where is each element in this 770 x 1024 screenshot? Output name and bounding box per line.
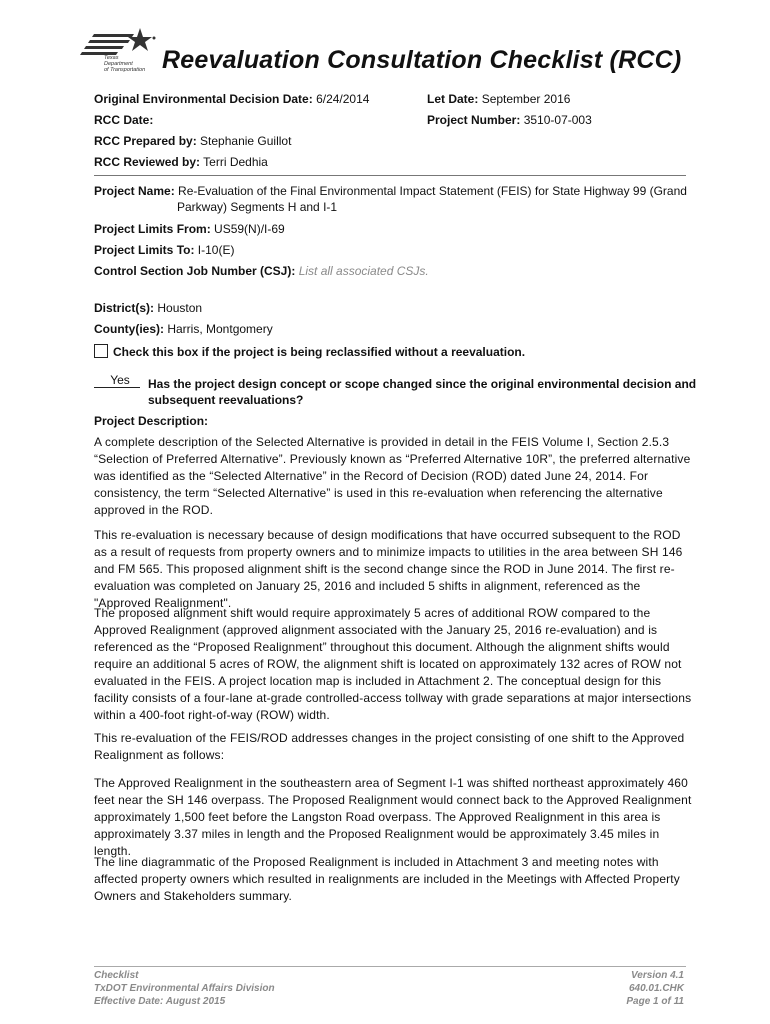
field-value: 3510-07-003	[523, 113, 592, 127]
footer-doc-type: Checklist	[94, 970, 139, 981]
scope-change-question: Has the project design concept or scope changed since the original environmental decision and	[148, 377, 697, 391]
project-name-continued: Parkway) Segments H and I-1	[177, 200, 338, 214]
scope-change-answer[interactable]: Yes	[94, 373, 140, 388]
logo-text-line: Department	[104, 61, 133, 67]
reclassify-checkbox-label: Check this box if the project is being reclassified without a reevaluation.	[113, 345, 526, 359]
field-label: RCC Prepared by:	[94, 134, 197, 148]
field-value: Houston	[157, 301, 203, 315]
field-label: Control Section Job Number (CSJ):	[94, 264, 296, 278]
project-number	[427, 113, 592, 128]
rcc-date	[94, 113, 153, 128]
districts	[94, 301, 202, 316]
field-value: Re-Evaluation of the Final Environmental Impact Statement (FEIS) for State Highway 99 (Grand	[178, 184, 687, 198]
description-paragraph	[94, 527, 694, 612]
project-description-heading: Project Description:	[94, 414, 209, 428]
paragraph-text: This re-evaluation is necessary because of design modifications that have occurred subsequent to the ROD as a result of requests from property owners and to minimize impacts to utilities in the area between SH 146 and FM 565. This proposed alignment shift is the second change since the ROD in June 2014. The first re-evaluation was completed on January 25, 2016 and included 5 shifts in alignment, referenced as the "Approved Realignment".	[94, 528, 683, 610]
description-paragraph	[94, 730, 694, 764]
paragraph-text: A complete description of the Selected Alternative is provided in detail in the FEIS Volume I, Section 2.5.3 “Selection of Preferred Alternative”. Previously known as “Preferred Alternative 10R”, the preferred alternative was identified as the “Selected Alternative” in the Record of Decision (ROD) dated June 24, 2014. For consistency, the term “Selected Alternative” is used in this re-evaluation when referencing the alternative approved in the ROD.	[94, 435, 691, 517]
field-label: Project Limits To:	[94, 243, 195, 257]
logo-text-line: Texas	[104, 55, 119, 61]
footer-form-number: 640.01.CHK	[628, 983, 684, 994]
field-label: Project Number:	[427, 113, 521, 127]
counties	[94, 322, 273, 337]
footer-page-number: Page 1 of 11	[626, 996, 684, 1007]
field-value: US59(N)/I-69	[214, 222, 285, 236]
description-paragraph	[94, 854, 694, 905]
description-paragraph	[94, 434, 694, 519]
field-label: Project Limits From:	[94, 222, 211, 236]
rcc-prepared-by	[94, 134, 291, 149]
footer-divider	[94, 966, 686, 967]
project-name	[94, 184, 687, 199]
field-label: Project Name:	[94, 184, 175, 198]
footer-left	[94, 969, 275, 1008]
rcc-reviewed-by	[94, 155, 268, 170]
section-divider	[94, 175, 686, 176]
original-decision-date	[94, 92, 369, 107]
description-paragraph	[94, 775, 694, 860]
field-label: Original Environmental Decision Date:	[94, 92, 313, 106]
field-label: RCC Reviewed by:	[94, 155, 201, 169]
control-section-job-number	[94, 264, 429, 279]
description-paragraph	[94, 605, 694, 724]
paragraph-text: The proposed alignment shift would require approximately 5 acres of additional ROW compared to the Approved Realignment (approved alignment associated with the January 25, 2016 re-evaluation) and is referenced as the “Proposed Realignment” throughout this document. Although the alignment shifts would require an additional 5 acres of ROW, the alignment shift is located on approximately 132 acres of ROW not evaluated in the FEIS. A project location map is included in Attachment 2. The conceptual design for this facility consists of a four-lane at-grade controlled-access tollway with grade separations at major intersections within a 400-foot right-of-way (ROW) width.	[94, 606, 692, 722]
field-value: September 2016	[481, 92, 571, 106]
field-label: Let Date:	[427, 92, 479, 106]
scope-change-question-continued: subsequent reevaluations?	[148, 393, 304, 407]
project-limits-from	[94, 222, 285, 237]
reclassify-checkbox[interactable]	[94, 344, 108, 358]
footer-right	[626, 969, 684, 1008]
field-value: Terri Dedhia	[203, 155, 268, 169]
page-title: Reevaluation Consultation Checklist (RCC)	[162, 46, 682, 74]
field-value: Stephanie Guillot	[200, 134, 292, 148]
csj-input[interactable]: List all associated CSJs.	[298, 264, 429, 278]
project-limits-to	[94, 243, 234, 258]
field-label: RCC Date:	[94, 113, 154, 127]
field-label: County(ies):	[94, 322, 164, 336]
paragraph-text: This re-evaluation of the FEIS/ROD addresses changes in the project consisting of one shift to the Approved Realignment as follows:	[94, 731, 685, 762]
txdot-logo	[74, 26, 158, 80]
footer-effective-date: Effective Date: August 2015	[94, 996, 226, 1007]
paragraph-text: The Approved Realignment in the southeastern area of Segment I-1 was shifted northeast approximately 460 feet near the SH 146 overpass. The Proposed Realignment would connect back to the Approved Realignment approximately 1,500 feet before the Langston Road overpass. The Approved Realignment in this area is approximately 3.37 miles in length and the Proposed Realignment would be approximately 3.45 miles in length.	[94, 776, 692, 858]
footer-version: Version 4.1	[631, 970, 684, 981]
field-value: Harris, Montgomery	[167, 322, 273, 336]
footer-division: TxDOT Environmental Affairs Division	[94, 983, 275, 994]
field-label: District(s):	[94, 301, 155, 315]
paragraph-text: The line diagrammatic of the Proposed Realignment is included in Attachment 3 and meeting notes with affected property owners which resulted in realignments are included in the Meetings with Affected Property Owners and Stakeholders summary.	[94, 855, 680, 903]
field-value: 6/24/2014	[316, 92, 370, 106]
logo-text-line: of Transportation	[104, 67, 146, 73]
let-date	[427, 92, 570, 107]
field-value: I-10(E)	[197, 243, 235, 257]
